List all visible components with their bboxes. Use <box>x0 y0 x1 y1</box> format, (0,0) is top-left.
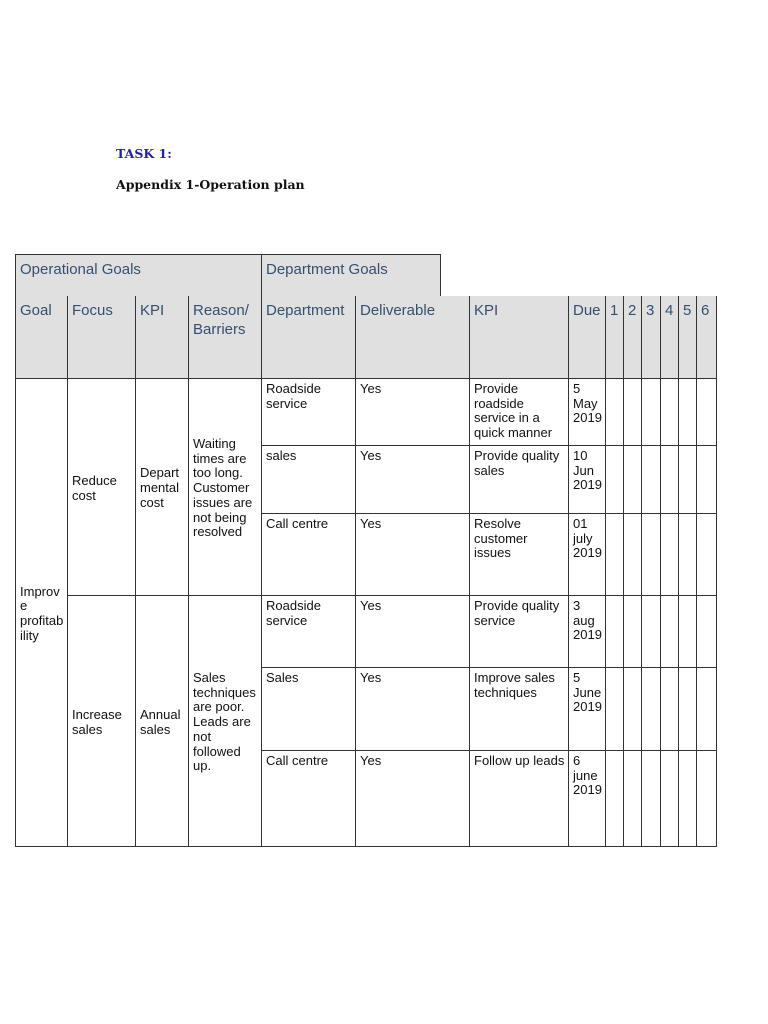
col-kpi: KPI <box>136 296 189 379</box>
dept-kpi-cell: Resolve customer issues <box>470 514 569 596</box>
month-cell <box>606 668 624 751</box>
col-due: Due <box>569 296 606 379</box>
due-cell: 5 May 2019 <box>569 379 606 446</box>
month-cell <box>606 751 624 847</box>
dept-kpi-cell: Provide quality sales <box>470 446 569 514</box>
month-cell <box>624 446 642 514</box>
department-cell: Call centre <box>262 751 356 847</box>
month-cell <box>697 751 717 847</box>
appendix-title: Appendix 1-Operation plan <box>116 177 305 192</box>
month-cell <box>642 446 661 514</box>
month-cell <box>642 514 661 596</box>
dept-kpi-cell: Improve sales techniques <box>470 668 569 751</box>
reason-cell: Sales techniques are poor. Leads are not followed up. <box>189 596 262 847</box>
col-deliverable: Deliverable <box>356 296 470 379</box>
dept-kpi-cell: Follow up leads <box>470 751 569 847</box>
col-2: 2 <box>624 296 642 379</box>
month-cell <box>679 379 697 446</box>
month-cell <box>606 379 624 446</box>
month-cell <box>697 668 717 751</box>
focus-cell: Increase sales <box>68 596 136 847</box>
goal-cell: Improve profitability <box>16 379 68 847</box>
deliverable-cell: Yes <box>356 514 470 596</box>
deliverable-cell: Yes <box>356 446 470 514</box>
month-cell <box>697 514 717 596</box>
col-3: 3 <box>642 296 661 379</box>
month-cell <box>697 446 717 514</box>
month-cell <box>642 668 661 751</box>
column-header-row <box>16 296 717 379</box>
col-goal: Goal <box>16 296 68 379</box>
deliverable-cell: Yes <box>356 751 470 847</box>
dept-kpi-cell: Provide quality service <box>470 596 569 668</box>
department-cell: sales <box>262 446 356 514</box>
month-cell <box>624 751 642 847</box>
department-cell: Call centre <box>262 514 356 596</box>
dept-kpi-cell: Provide roadside service in a quick manner <box>470 379 569 446</box>
due-cell: 6 june 2019 <box>569 751 606 847</box>
month-cell <box>661 446 679 514</box>
reason-cell: Waiting times are too long. Customer issues are not being resolved <box>189 379 262 596</box>
month-cell <box>679 668 697 751</box>
month-cell <box>606 596 624 668</box>
department-cell: Roadside service <box>262 596 356 668</box>
col-focus: Focus <box>68 296 136 379</box>
month-cell <box>661 514 679 596</box>
department-cell: Roadside service <box>262 379 356 446</box>
department-goals-header: Department Goals <box>261 254 441 296</box>
month-cell <box>697 379 717 446</box>
month-cell <box>661 379 679 446</box>
kpi-cell: Annual sales <box>136 596 189 847</box>
month-cell <box>606 514 624 596</box>
col-4: 4 <box>661 296 679 379</box>
month-cell <box>679 514 697 596</box>
month-cell <box>624 379 642 446</box>
deliverable-cell: Yes <box>356 379 470 446</box>
month-cell <box>661 668 679 751</box>
operational-goals-header: Operational Goals <box>15 254 262 296</box>
month-cell <box>697 596 717 668</box>
kpi-cell: Departmental cost <box>136 379 189 596</box>
month-cell <box>661 751 679 847</box>
month-cell <box>679 596 697 668</box>
month-cell <box>642 751 661 847</box>
operation-plan-table <box>15 296 717 847</box>
table-row <box>16 596 717 668</box>
due-cell: 10 Jun 2019 <box>569 446 606 514</box>
month-cell <box>642 596 661 668</box>
month-cell <box>624 514 642 596</box>
col-6: 6 <box>697 296 717 379</box>
table-row <box>16 379 717 446</box>
col-5: 5 <box>679 296 697 379</box>
month-cell <box>661 596 679 668</box>
department-cell: Sales <box>262 668 356 751</box>
month-cell <box>679 751 697 847</box>
due-cell: 3 aug 2019 <box>569 596 606 668</box>
col-dept-kpi: KPI <box>470 296 569 379</box>
month-cell <box>642 379 661 446</box>
due-cell: 01 july 2019 <box>569 514 606 596</box>
col-1: 1 <box>606 296 624 379</box>
deliverable-cell: Yes <box>356 668 470 751</box>
month-cell <box>624 596 642 668</box>
month-cell <box>606 446 624 514</box>
month-cell <box>624 668 642 751</box>
due-cell: 5 June 2019 <box>569 668 606 751</box>
focus-cell: Reduce cost <box>68 379 136 596</box>
month-cell <box>679 446 697 514</box>
col-reason-barriers: Reason/ Barriers <box>189 296 262 379</box>
col-department: Department <box>262 296 356 379</box>
deliverable-cell: Yes <box>356 596 470 668</box>
task-title: TASK 1: <box>116 146 172 161</box>
